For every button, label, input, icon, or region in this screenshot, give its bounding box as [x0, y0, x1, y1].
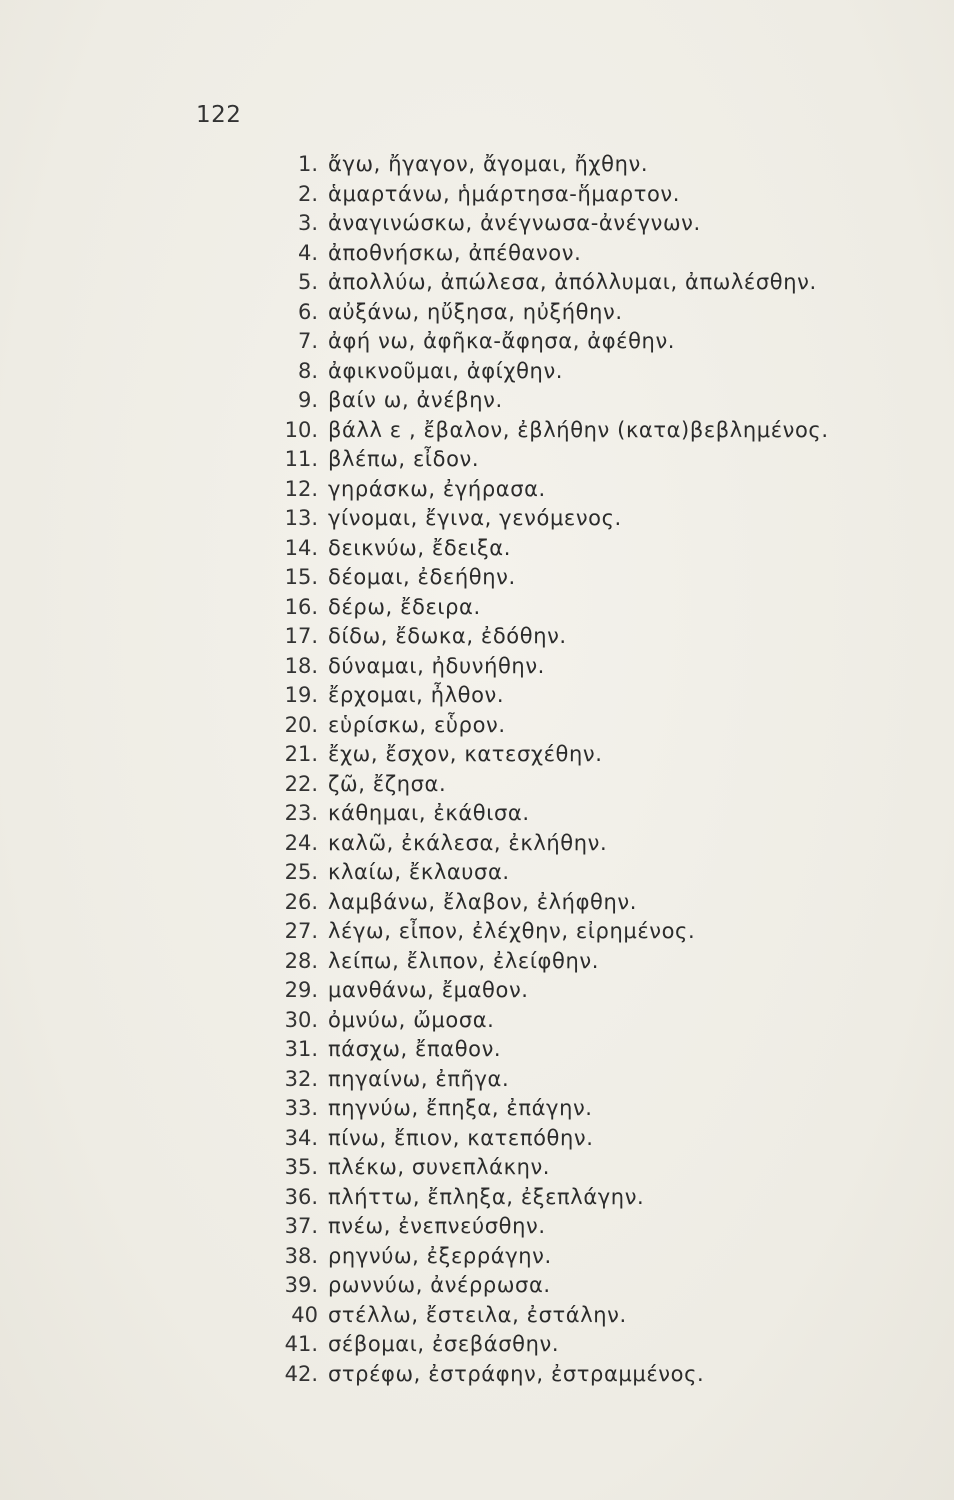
list-item	[0, 239, 954, 269]
entry-number: 25.	[284, 860, 318, 884]
list-item	[0, 1360, 954, 1390]
list-item	[0, 563, 954, 593]
list-item	[0, 357, 954, 387]
entry-number: 39.	[284, 1273, 318, 1297]
list-item	[0, 917, 954, 947]
entry-text: δεικνύω, ἔδειξα.	[328, 535, 511, 560]
entry-text: πνέω, ἐνεπνεύσθην.	[328, 1214, 546, 1238]
entry-text: πλήττω, ἔπληξα, ἐξεπλάγην.	[328, 1184, 645, 1209]
list-item	[0, 740, 954, 770]
list-item	[0, 1006, 954, 1036]
list-item	[0, 681, 954, 711]
list-item	[0, 1124, 954, 1154]
list-item	[0, 1212, 954, 1242]
entry-text: δύναμαι, ἠδυνήθην.	[328, 653, 545, 678]
list-item	[0, 593, 954, 623]
entry-text: πηγαίνω, ἐπῆγα.	[328, 1066, 510, 1091]
list-item	[0, 829, 954, 859]
page-number: 122	[196, 102, 242, 128]
entry-text: γηράσκω, ἐγήρασα.	[328, 476, 546, 501]
entry-number: 31.	[284, 1037, 318, 1061]
list-item	[0, 1271, 954, 1301]
entry-text: πηγνύω, ἔπηξα, ἐπάγην.	[328, 1096, 593, 1120]
entry-number: 14.	[284, 535, 318, 560]
entry-text: βαίν ω, ἀνέβην.	[328, 388, 503, 412]
entry-number: 36.	[284, 1184, 318, 1209]
entry-number: 16.	[284, 594, 318, 619]
entry-number: 9.	[297, 388, 318, 412]
entry-text: στέλλω, ἔστειλα, ἐστάλην.	[328, 1302, 627, 1327]
entry-number: 10.	[284, 417, 318, 442]
entry-number: 8.	[297, 358, 318, 383]
entry-text: δίδω, ἔδωκα, ἐδόθην.	[328, 624, 567, 648]
entry-number: 35.	[284, 1155, 318, 1179]
entry-text: ἄγω, ἤγαγον, ἄγομαι, ἤχθην.	[328, 152, 649, 176]
entry-text: σέβομαι, ἐσεβάσθην.	[328, 1332, 560, 1356]
entry-number: 12.	[284, 476, 318, 501]
entry-text: εὑρίσκω, εὗρον.	[328, 712, 506, 737]
list-item	[0, 1094, 954, 1124]
entry-number: 7.	[297, 329, 318, 353]
entry-text: καλῶ, ἐκάλεσα, ἐκλήθην.	[328, 830, 608, 855]
entry-text: δέομαι, ἐδεήθην.	[328, 565, 516, 589]
entry-number: 26.	[284, 889, 318, 914]
entry-text: ζῶ, ἔζησα.	[328, 771, 447, 796]
entry-text: ἔχω, ἔσχον, κατεσχέθην.	[328, 742, 603, 766]
list-item	[0, 209, 954, 239]
list-item	[0, 1301, 954, 1331]
list-item	[0, 799, 954, 829]
entry-number: 30.	[284, 1007, 318, 1032]
list-item	[0, 622, 954, 652]
list-item	[0, 1065, 954, 1095]
entry-text: ἀπολλύω, ἀπώλεσα, ἀπόλλυμαι, ἀπωλέσθην.	[328, 270, 817, 294]
entry-text: στρέφω, ἐστράφην, ἐστραμμένος.	[328, 1361, 705, 1386]
list-item	[0, 1242, 954, 1272]
entry-number: 34.	[284, 1125, 318, 1150]
entry-text: κλαίω, ἔκλαυσα.	[328, 860, 510, 884]
list-item	[0, 386, 954, 416]
entry-text: γίνομαι, ἔγινα, γενόμενος.	[328, 506, 622, 530]
entry-text: ἀφικνοῦμαι, ἀφίχθην.	[328, 358, 564, 383]
entry-text: ὀμνύω, ὤμοσα.	[328, 1007, 495, 1032]
entry-text: πάσχω, ἔπαθον.	[328, 1037, 502, 1061]
list-item	[0, 504, 954, 534]
list-item	[0, 327, 954, 357]
entry-text: βλέπω, εἶδον.	[328, 447, 480, 471]
entry-text: πλέκω, συνεπλάκην.	[328, 1155, 551, 1179]
list-item	[0, 1183, 954, 1213]
entry-number: 28.	[284, 948, 318, 973]
entry-number: 32.	[284, 1066, 318, 1091]
entry-text: μανθάνω, ἔμαθον.	[328, 978, 529, 1002]
list-item	[0, 1330, 954, 1360]
entry-text: ρηγνύω, ἐξερράγην.	[328, 1243, 552, 1268]
entry-number: 38.	[284, 1243, 318, 1268]
entry-number: 37.	[284, 1214, 318, 1238]
entry-text: πίνω, ἔπιον, κατεπόθην.	[328, 1125, 594, 1150]
entry-text: ρωννύω, ἀνέρρωσα.	[328, 1273, 551, 1297]
entry-number: 40	[291, 1302, 318, 1327]
entry-text: ἔρχομαι, ἦλθον.	[328, 683, 505, 707]
entry-text: βάλλ ε , ἔβαλον, ἐβλήθην (κατα)βεβλημένος.	[328, 417, 829, 442]
entry-number: 19.	[284, 683, 318, 707]
list-item	[0, 268, 954, 298]
entry-number: 29.	[284, 978, 318, 1002]
entry-number: 1.	[297, 152, 318, 176]
list-item	[0, 947, 954, 977]
entry-number: 11.	[284, 447, 318, 471]
entry-number: 21.	[284, 742, 318, 766]
list-item	[0, 858, 954, 888]
entry-text: αὐξάνω, ηὔξησα, ηὐξήθην.	[328, 299, 623, 324]
entry-text: λαμβάνω, ἔλαβον, ἐλήφθην.	[328, 889, 637, 914]
list-item	[0, 180, 954, 210]
entry-number: 33.	[284, 1096, 318, 1120]
entry-number: 27.	[284, 919, 318, 943]
entry-text: ἁμαρτάνω, ἡμάρτησα-ἥμαρτον.	[328, 181, 680, 206]
list-item	[0, 711, 954, 741]
entry-number: 17.	[284, 624, 318, 648]
list-item	[0, 1035, 954, 1065]
entry-number: 5.	[297, 270, 318, 294]
entry-number: 4.	[297, 240, 318, 265]
entry-number: 20.	[284, 712, 318, 737]
list-item	[0, 976, 954, 1006]
list-item	[0, 1153, 954, 1183]
list-item	[0, 445, 954, 475]
entry-number: 3.	[297, 211, 318, 235]
list-item	[0, 652, 954, 682]
entry-text: δέρω, ἔδειρα.	[328, 594, 481, 619]
entry-text: ἀποθνήσκω, ἀπέθανον.	[328, 240, 582, 265]
entry-text: κάθημαι, ἐκάθισα.	[328, 801, 530, 825]
entry-number: 22.	[284, 771, 318, 796]
list-item	[0, 475, 954, 505]
entry-number: 15.	[284, 565, 318, 589]
entry-number: 2.	[297, 181, 318, 206]
entry-text: λέγω, εἶπον, ἐλέχθην, εἰρημένος.	[328, 919, 696, 943]
entry-number: 24.	[284, 830, 318, 855]
verb-list	[0, 150, 954, 1389]
entry-number: 41.	[284, 1332, 318, 1356]
entry-text: ἀφή νω, ἀφῆκα-ἄφησα, ἀφέθην.	[328, 329, 676, 353]
list-item	[0, 770, 954, 800]
entry-text: λείπω, ἔλιπον, ἐλείφθην.	[328, 948, 599, 973]
entry-number: 42.	[284, 1361, 318, 1386]
list-item	[0, 298, 954, 328]
entry-number: 23.	[284, 801, 318, 825]
list-item	[0, 534, 954, 564]
entry-number: 13.	[284, 506, 318, 530]
list-item	[0, 150, 954, 180]
list-item	[0, 416, 954, 446]
entry-text: ἀναγινώσκω, ἀνέγνωσα-ἀνέγνων.	[328, 211, 701, 235]
entry-number: 6.	[297, 299, 318, 324]
entry-number: 18.	[284, 653, 318, 678]
list-item	[0, 888, 954, 918]
